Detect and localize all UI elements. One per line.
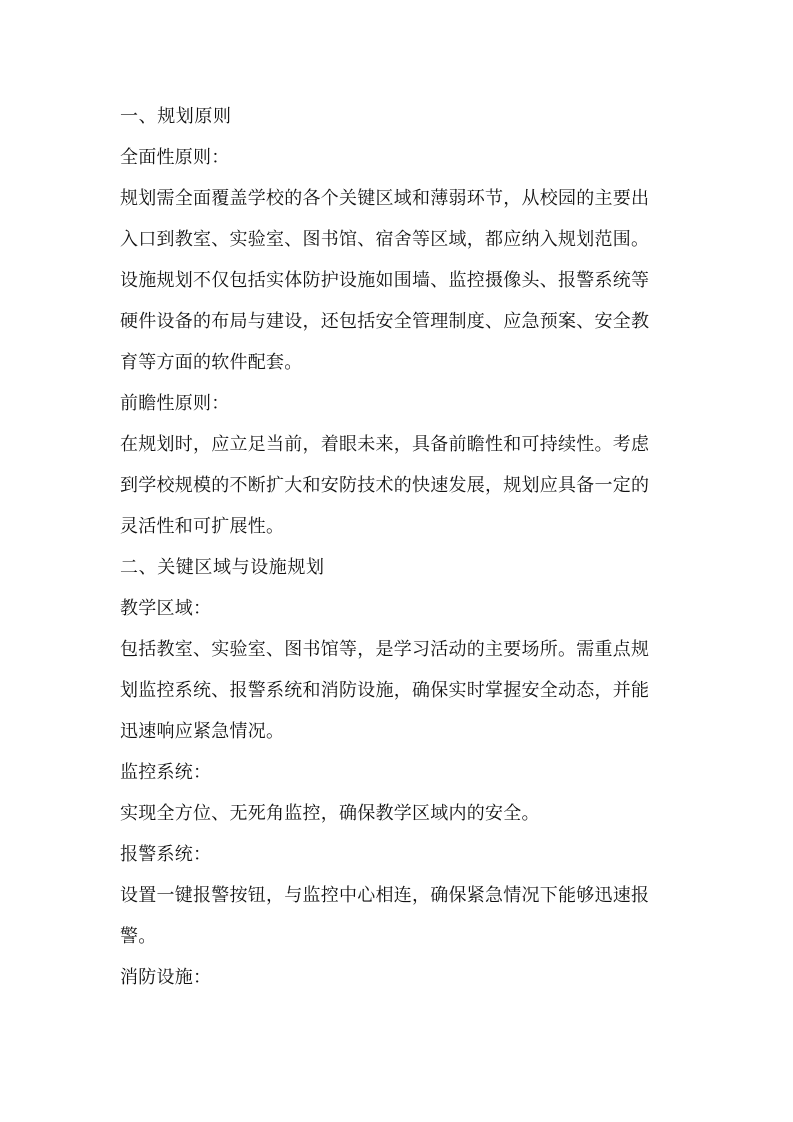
section-heading-key-areas: 二、关键区域与设施规划 <box>120 557 325 578</box>
paragraph-line: 规划需全面覆盖学校的各个关键区域和薄弱环节，从校园的主要出 <box>120 188 650 209</box>
subheading-fire-facilities: 消防设施： <box>120 967 212 988</box>
subheading-forward-looking-principle: 前瞻性原则： <box>120 393 230 414</box>
paragraph-line: 设施规划不仅包括实体防护设施如围墙、监控摄像头、报警系统等 <box>120 270 650 291</box>
paragraph-line: 到学校规模的不断扩大和安防技术的快速发展，规划应具备一定的 <box>120 475 650 496</box>
paragraph-line: 迅速响应紧急情况。 <box>120 721 285 742</box>
subheading-alarm-system: 报警系统： <box>120 844 212 865</box>
paragraph-line: 包括教室、实验室、图书馆等，是学习活动的主要场所。需重点规 <box>120 639 650 660</box>
paragraph-line: 育等方面的软件配套。 <box>120 352 303 373</box>
paragraph-line: 设置一键报警按钮，与监控中心相连，确保紧急情况下能够迅速报 <box>120 885 650 906</box>
paragraph-line: 灵活性和可扩展性。 <box>120 516 285 537</box>
subheading-teaching-area: 教学区域： <box>120 598 212 619</box>
paragraph-line: 在规划时，应立足当前，着眼未来，具备前瞻性和可持续性。考虑 <box>120 434 650 455</box>
paragraph-line: 划监控系统、报警系统和消防设施，确保实时掌握安全动态，并能 <box>120 680 650 701</box>
paragraph-line: 实现全方位、无死角监控，确保教学区域内的安全。 <box>120 803 540 824</box>
section-heading-planning-principles: 一、规划原则 <box>120 106 232 127</box>
paragraph-line: 入口到教室、实验室、图书馆、宿舍等区域，都应纳入规划范围。 <box>120 229 650 250</box>
paragraph-line: 警。 <box>120 926 157 947</box>
subheading-monitoring-system: 监控系统： <box>120 762 212 783</box>
document-page <box>120 96 675 998</box>
paragraph-line: 硬件设备的布局与建设，还包括安全管理制度、应急预案、安全教 <box>120 311 650 332</box>
subheading-comprehensive-principle: 全面性原则： <box>120 147 230 168</box>
